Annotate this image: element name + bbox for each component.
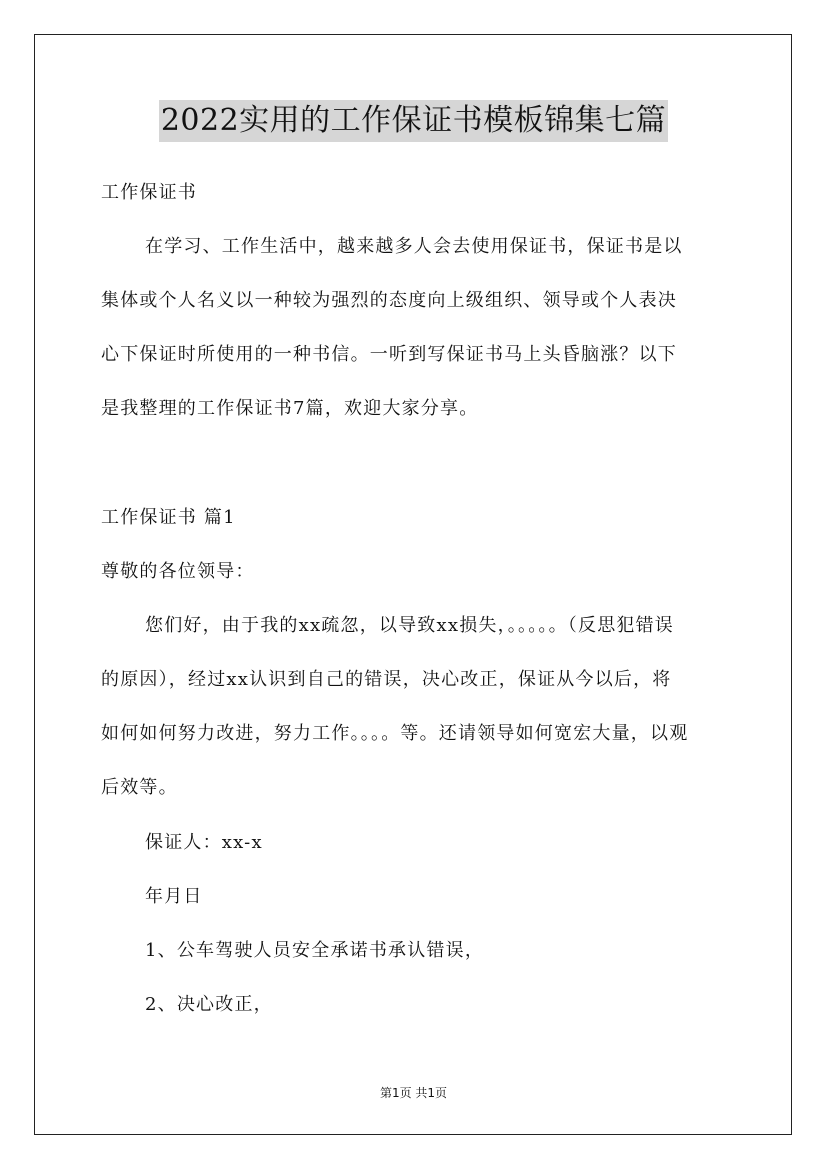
body-line-2: 的原因），经过xx认识到自己的错误，决心改正，保证从今以后，将 bbox=[101, 669, 672, 690]
intro-line-2: 集体或个人名义以一种较为强烈的态度向上级组织、领导或个人表决 bbox=[101, 290, 677, 311]
list-item-2: 2、决心改正， bbox=[145, 994, 273, 1015]
document-title-container bbox=[0, 100, 827, 142]
document-title: 2022实用的工作保证书模板锦集七篇 bbox=[159, 100, 668, 142]
intro-line-4: 是我整理的工作保证书7篇，欢迎大家分享。 bbox=[101, 398, 479, 419]
intro-line-3: 心下保证时所使用的一种书信。一听到写保证书马上头昏脑涨？以下 bbox=[101, 344, 677, 365]
body-line-4: 后效等。 bbox=[101, 777, 178, 798]
signature: 保证人：xx-x bbox=[145, 832, 263, 853]
body-line-1: 您们好，由于我的xx疏忽，以导致xx损失，。。。。。（反思犯错误 bbox=[145, 615, 675, 636]
body-line-3: 如何如何努力改进，努力工作。。。。等。还请领导如何宽宏大量，以观 bbox=[101, 723, 689, 744]
date: 年月日 bbox=[145, 886, 203, 907]
intro-line-1: 在学习、工作生活中，越来越多人会去使用保证书，保证书是以 bbox=[145, 236, 683, 257]
heading: 工作保证书 bbox=[101, 182, 197, 203]
list-item-1: 1、公车驾驶人员安全承诺书承认错误， bbox=[145, 940, 485, 961]
salutation: 尊敬的各位领导： bbox=[101, 561, 255, 582]
page-footer: 第1页 共1页 bbox=[379, 1086, 448, 1100]
section-title: 工作保证书 篇1 bbox=[101, 507, 236, 528]
